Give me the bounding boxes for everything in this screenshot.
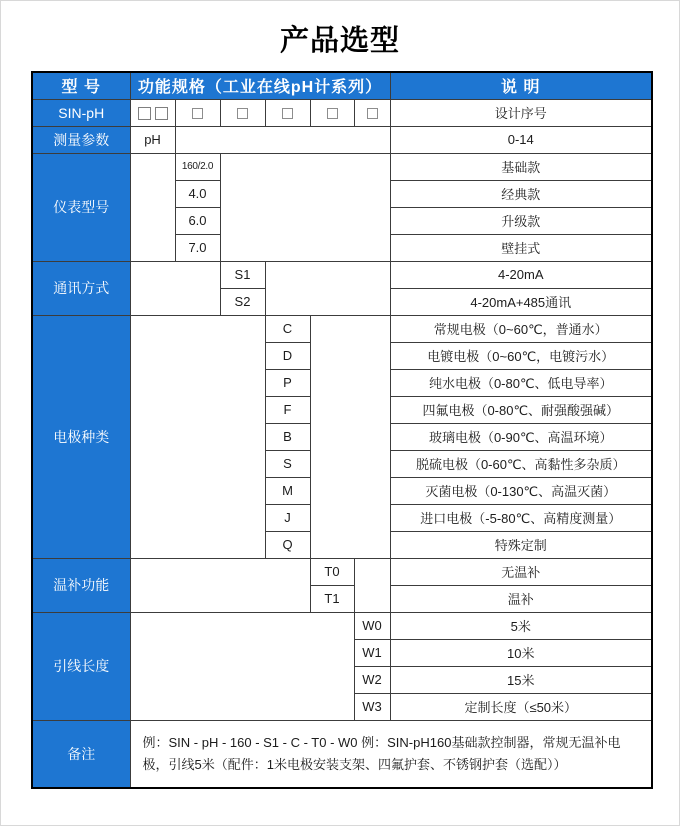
code-cell: 160/2.0 [175, 153, 220, 180]
empty-cell [220, 153, 390, 261]
desc-cell: 设计序号 [390, 99, 652, 126]
code-cell: 4.0 [175, 180, 220, 207]
meter-row [32, 153, 652, 180]
desc-cell: 玻璃电极（0-90℃、高温环境） [390, 423, 652, 450]
electrode-row [32, 315, 652, 342]
checkbox-icon[interactable] [237, 108, 248, 119]
code-cell: S2 [220, 288, 265, 315]
empty-cell [310, 315, 390, 558]
code-cell: J [265, 504, 310, 531]
code-cell: 6.0 [175, 207, 220, 234]
desc-cell: 4-20mA+485通讯 [390, 288, 652, 315]
empty-cell [130, 612, 354, 720]
code-cell: T1 [310, 585, 354, 612]
checkbox-cell [130, 99, 175, 126]
remark-row [32, 720, 652, 788]
checkbox-icon[interactable] [282, 108, 293, 119]
desc-cell: 5米 [390, 612, 652, 639]
checkbox-cell [354, 99, 390, 126]
code-cell: P [265, 369, 310, 396]
desc-cell: 定制长度（≤50米） [390, 693, 652, 720]
desc-cell: 4-20mA [390, 261, 652, 288]
param-row [32, 126, 652, 153]
checkbox-cell [310, 99, 354, 126]
checkbox-icon[interactable] [138, 107, 151, 120]
desc-cell: 电镀电极（0~60℃，电镀污水） [390, 342, 652, 369]
desc-cell: 脱硫电极（0-60℃、高黏性多杂质） [390, 450, 652, 477]
desc-cell: 常规电极（0~60℃，普通水） [390, 315, 652, 342]
code-cell: W3 [354, 693, 390, 720]
desc-cell: 15米 [390, 666, 652, 693]
desc-cell: 壁挂式 [390, 234, 652, 261]
checkbox-icon[interactable] [155, 107, 168, 120]
checkbox-icon[interactable] [367, 108, 378, 119]
code-cell: pH [130, 126, 175, 153]
checkbox-cell [220, 99, 265, 126]
header-spec: 功能规格（工业在线pH计系列） [130, 72, 390, 99]
empty-cell [130, 558, 310, 612]
desc-cell: 四氟电极（0-80℃、耐强酸强碱） [390, 396, 652, 423]
code-cell: C [265, 315, 310, 342]
code-cell: W2 [354, 666, 390, 693]
code-cell: S [265, 450, 310, 477]
desc-cell: 灭菌电极（0-130℃、高温灭菌） [390, 477, 652, 504]
header-desc: 说 明 [390, 72, 652, 99]
table-header-row [32, 72, 652, 99]
desc-cell: 温补 [390, 585, 652, 612]
desc-cell: 无温补 [390, 558, 652, 585]
temp-row [32, 558, 652, 585]
remark-text: 例：SIN - pH - 160 - S1 - C - T0 - W0 例：SIN-pH160基础款控制器，常规无温补电极，引线5米（配件：1米电极安装支架、四氟护套、不锈钢护套（选配）） [130, 720, 652, 788]
code-cell: S1 [220, 261, 265, 288]
empty-cell [130, 315, 265, 558]
code-cell: D [265, 342, 310, 369]
code-cell: B [265, 423, 310, 450]
section-label-wire: 引线长度 [32, 612, 130, 720]
desc-cell: 进口电极（-5-80℃、高精度测量） [390, 504, 652, 531]
model-row [32, 99, 652, 126]
code-cell: M [265, 477, 310, 504]
section-label-comm: 通讯方式 [32, 261, 130, 315]
param-label: 测量参数 [32, 126, 130, 153]
desc-cell: 基础款 [390, 153, 652, 180]
empty-cell [130, 261, 220, 315]
desc-cell: 特殊定制 [390, 531, 652, 558]
comm-row [32, 261, 652, 288]
code-cell: Q [265, 531, 310, 558]
section-label-electrode: 电极种类 [32, 315, 130, 558]
code-cell: W1 [354, 639, 390, 666]
code-cell: F [265, 396, 310, 423]
code-cell: 7.0 [175, 234, 220, 261]
desc-cell: 经典款 [390, 180, 652, 207]
desc-cell: 0-14 [390, 126, 652, 153]
checkbox-icon[interactable] [192, 108, 203, 119]
desc-cell: 10米 [390, 639, 652, 666]
model-label: SIN-pH [32, 99, 130, 126]
checkbox-cell [265, 99, 310, 126]
product-selection-table [31, 71, 653, 789]
page-title: 产品选型 [279, 25, 400, 57]
desc-cell: 纯水电极（0-80℃、低电导率） [390, 369, 652, 396]
code-cell: T0 [310, 558, 354, 585]
checkbox-icon[interactable] [327, 108, 338, 119]
empty-cell [175, 126, 390, 153]
desc-cell: 升级款 [390, 207, 652, 234]
wire-row [32, 612, 652, 639]
code-cell: W0 [354, 612, 390, 639]
empty-cell [354, 558, 390, 612]
section-label-temp: 温补功能 [32, 558, 130, 612]
empty-cell [265, 261, 390, 315]
checkbox-cell [175, 99, 220, 126]
section-label-meter: 仪表型号 [32, 153, 130, 261]
remark-label: 备注 [32, 720, 130, 788]
header-model: 型 号 [32, 72, 130, 99]
empty-cell [130, 153, 175, 261]
